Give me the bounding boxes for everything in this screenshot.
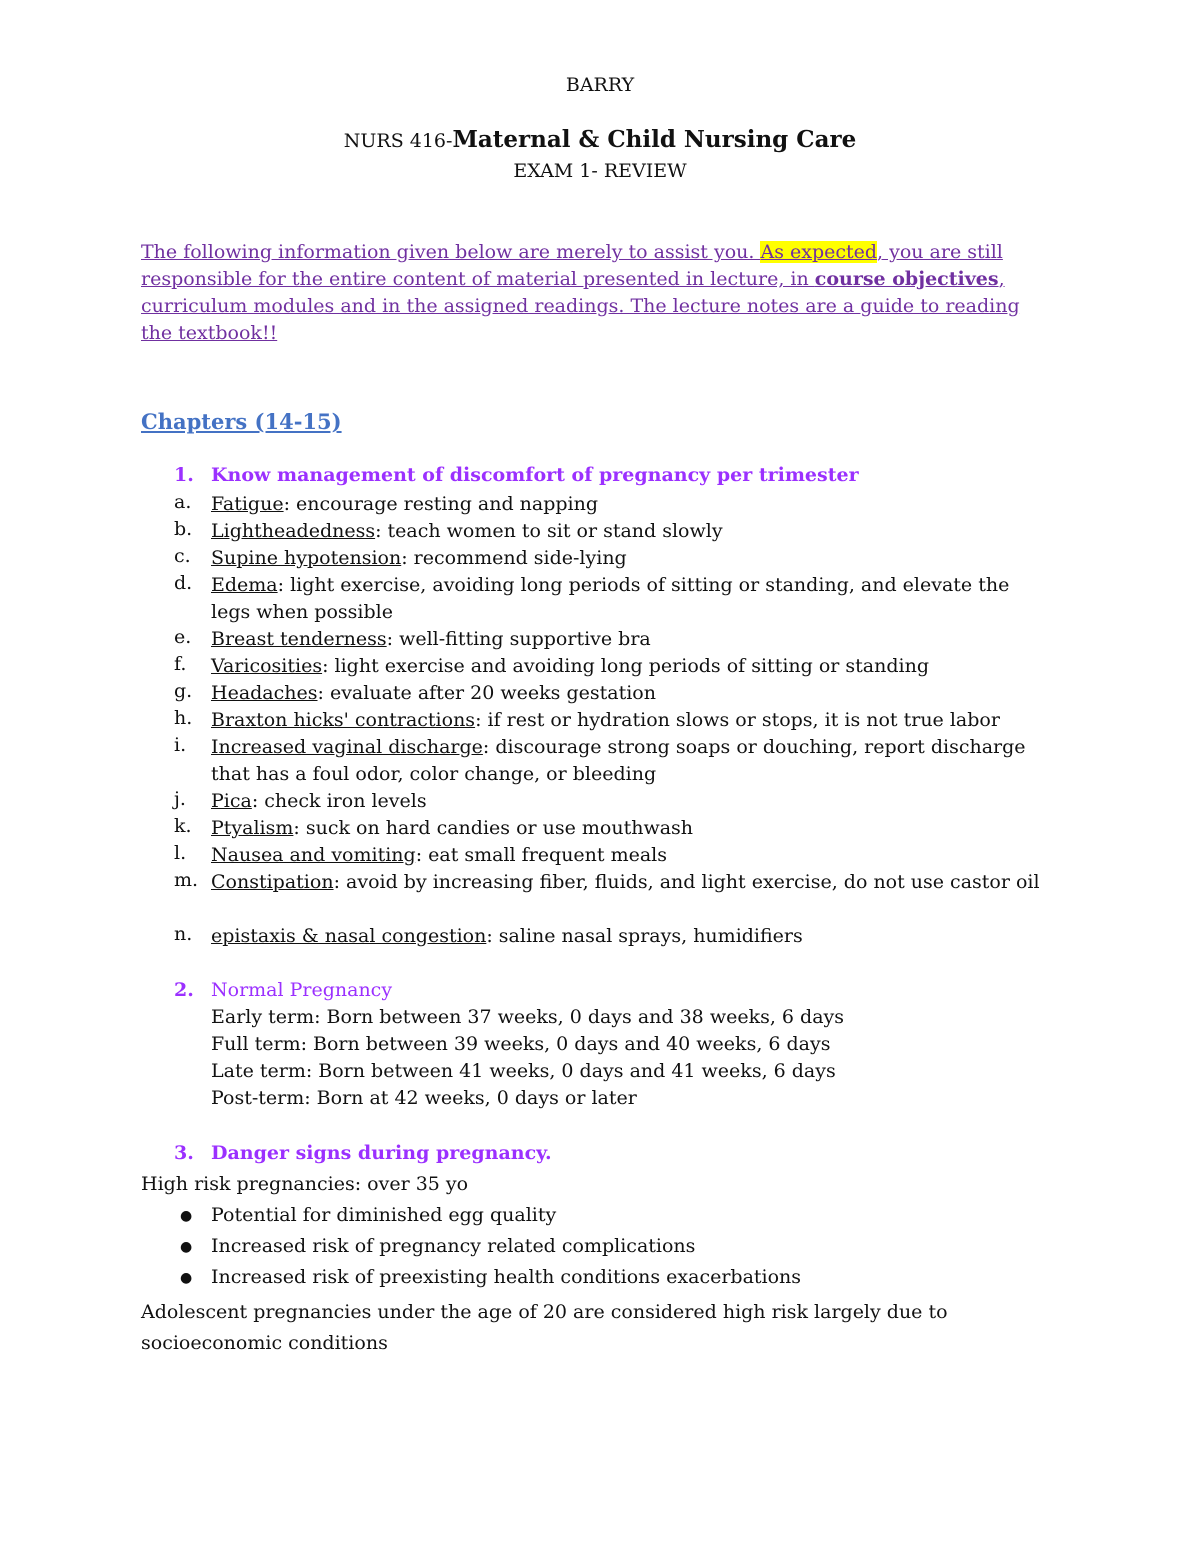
list-marker: n.: [174, 923, 193, 945]
list-item: [211, 815, 1051, 842]
list-item: [211, 518, 1051, 545]
list-marker: i.: [174, 734, 187, 756]
list-marker: e.: [174, 626, 192, 648]
section3-number: 3.: [174, 1142, 194, 1164]
adolescent-note: Adolescent pregnancies under the age of 20 are considered high risk largely due to socioeconomic conditions: [141, 1301, 948, 1354]
list-item-term: Headaches: [211, 682, 318, 704]
list-item: [211, 545, 1051, 572]
list-item: [211, 923, 1051, 950]
list-item-text: : suck on hard candies or use mouthwash: [293, 817, 694, 839]
list-item-term: Breast tenderness: [211, 628, 387, 650]
bullet-icon: ●: [180, 1239, 193, 1255]
intro-text-1: The following information given below are merely to assist you.: [141, 241, 761, 263]
section1-title: Know management of discomfort of pregnancy per trimester: [211, 464, 859, 486]
term-line: Post-term: Born at 42 weeks, 0 days or later: [211, 1087, 637, 1109]
list-item-text: : well-fitting supportive bra: [386, 628, 651, 650]
list-item-text: : eat small frequent meals: [415, 844, 668, 866]
list-item-term: Ptyalism: [211, 817, 294, 839]
list-item-text: : evaluate after 20 weeks gestation: [317, 682, 656, 704]
list-marker: j.: [174, 788, 186, 810]
list-item: [211, 842, 1051, 869]
list-item: [211, 680, 1051, 707]
list-item-text: : avoid by increasing fiber, fluids, and light exercise, do not use castor oil: [333, 871, 1040, 893]
term-line: Full term: Born between 39 weeks, 0 days and 40 weeks, 6 days: [211, 1033, 831, 1055]
section3-title: Danger signs during pregnancy.: [211, 1142, 552, 1164]
list-item-term: epistaxis & nasal congestion: [211, 925, 487, 947]
course-code: NURS 416-: [343, 130, 453, 152]
bullet-item: Increased risk of preexisting health conditions exacerbations: [211, 1266, 802, 1288]
list-item-term: Constipation: [211, 871, 334, 893]
list-item: [211, 734, 1051, 788]
list-item-term: Edema: [211, 574, 278, 596]
list-item: [211, 572, 1051, 626]
list-item-term: Pica: [211, 790, 252, 812]
term-line: Early term: Born between 37 weeks, 0 days and 38 weeks, 6 days: [211, 1006, 845, 1028]
list-item: [211, 707, 1051, 734]
list-item-text: : recommend side-lying: [401, 547, 627, 569]
list-item-text: : check iron levels: [251, 790, 427, 812]
bullet-icon: ●: [180, 1270, 193, 1286]
author-name: BARRY: [565, 74, 635, 96]
list-item-term: Lightheadedness: [211, 520, 376, 542]
term-line: Late term: Born between 41 weeks, 0 days and 41 weeks, 6 days: [211, 1060, 836, 1082]
intro-text-3: , curriculum modules and in the assigned readings. The lecture notes are a guide to reading the textbook!!: [141, 268, 1020, 344]
bullet-icon: ●: [180, 1208, 193, 1224]
list-marker: b.: [174, 518, 193, 540]
list-item-term: Supine hypotension: [211, 547, 402, 569]
list-marker: a.: [174, 491, 192, 513]
section2-title: Normal Pregnancy: [211, 979, 393, 1001]
list-item-term: Varicosities: [211, 655, 323, 677]
chapters-heading: Chapters (14-15): [141, 409, 342, 434]
bullet-item: Potential for diminished egg quality: [211, 1204, 557, 1226]
intro-text-2: , you are still responsible for the entire content of material presented in lecture, in: [141, 241, 1003, 290]
intro-bold: course objectives: [814, 268, 999, 290]
section2-number: 2.: [174, 979, 194, 1001]
list-marker: d.: [174, 572, 193, 594]
list-item-text: : encourage resting and napping: [283, 493, 599, 515]
list-item-term: Increased vaginal discharge: [211, 736, 483, 758]
list-marker: m.: [174, 869, 199, 891]
list-item-text: : saline nasal sprays, humidifiers: [486, 925, 803, 947]
course-title-line: [0, 126, 1200, 153]
list-marker: f.: [174, 653, 187, 675]
bullet-item: Increased risk of pregnancy related complications: [211, 1235, 696, 1257]
high-risk-lead: High risk pregnancies: over 35 yo: [141, 1173, 469, 1195]
list-item-term: Nausea and vomiting: [211, 844, 416, 866]
section1-number: 1.: [174, 464, 194, 486]
list-item-text: : light exercise and avoiding long periods of sitting or standing: [322, 655, 929, 677]
intro-highlight: As expected: [760, 241, 878, 263]
list-item: [211, 491, 1051, 518]
list-marker: k.: [174, 815, 192, 837]
list-item: [211, 788, 1051, 815]
list-item-text: : if rest or hydration slows or stops, it is not true labor: [475, 709, 1000, 731]
list-marker: g.: [174, 680, 193, 702]
list-item: [211, 869, 1051, 896]
list-item-text: : discourage strong soaps or douching, report discharge that has a foul odor, color change, or bleeding: [211, 736, 1026, 785]
list-item-text: : teach women to sit or stand slowly: [375, 520, 723, 542]
intro-paragraph: [141, 239, 1041, 347]
list-item-term: Braxton hicks' contractions: [211, 709, 476, 731]
list-item: [211, 626, 1051, 653]
list-item-term: Fatigue: [211, 493, 284, 515]
list-marker: l.: [174, 842, 187, 864]
list-marker: c.: [174, 545, 191, 567]
list-marker: h.: [174, 707, 193, 729]
list-item: [211, 653, 1051, 680]
exam-title: EXAM 1- REVIEW: [513, 160, 687, 182]
list-item-text: : light exercise, avoiding long periods of sitting or standing, and elevate the legs when possible: [211, 574, 1010, 623]
course-title: Maternal & Child Nursing Care: [452, 126, 857, 153]
